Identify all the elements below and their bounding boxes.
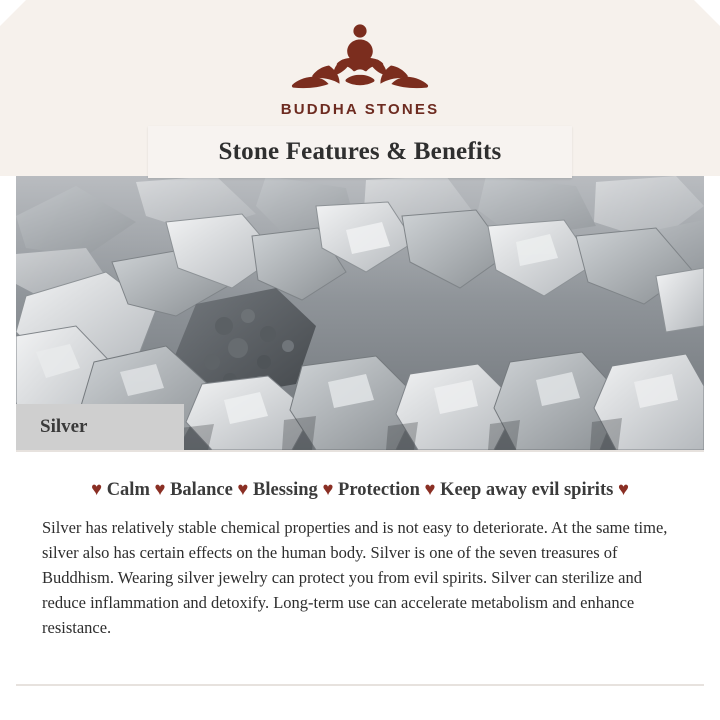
heart-icon: ♥: [154, 480, 166, 500]
heart-icon: ♥: [617, 480, 629, 500]
corner-decoration-bottom-left: [0, 694, 26, 720]
corner-decoration-bottom-right: [694, 694, 720, 720]
content-block: [16, 450, 704, 682]
side-rail-right: [704, 176, 720, 720]
page-title-text: Stone Features & Benefits: [218, 138, 502, 165]
side-rail-left: [0, 176, 16, 720]
lotus-meditation-icon: [285, 18, 435, 96]
page-title: [148, 126, 572, 178]
heart-icon: ♥: [91, 480, 103, 500]
heart-icon: ♥: [322, 480, 334, 500]
stone-name-label: [16, 404, 184, 450]
benefit-keywords: ♥ Calm ♥ Balance ♥ Blessing ♥ Protection ♥ Keep away evil spirits ♥: [91, 480, 629, 500]
brand-logo: [0, 18, 720, 118]
stone-name-text: Silver: [40, 416, 88, 437]
stone-description: Silver has relatively stable chemical properties and is not easy to deteriorate. At the same time, silver also has certain effects on the human body. Silver is one of the seven treasures of Buddhism. Wearing silver jewelry can protect you from evil spirits. Silver can sterilize and reduce inflammation and detoxify. Long-term use can accelerate metabolism and enhance resistance.: [42, 518, 668, 638]
brand-name: BUDDHA STONES: [280, 101, 440, 118]
heart-icon: ♥: [424, 480, 436, 500]
bottom-divider: [16, 684, 704, 686]
heart-icon: ♥: [237, 480, 249, 500]
